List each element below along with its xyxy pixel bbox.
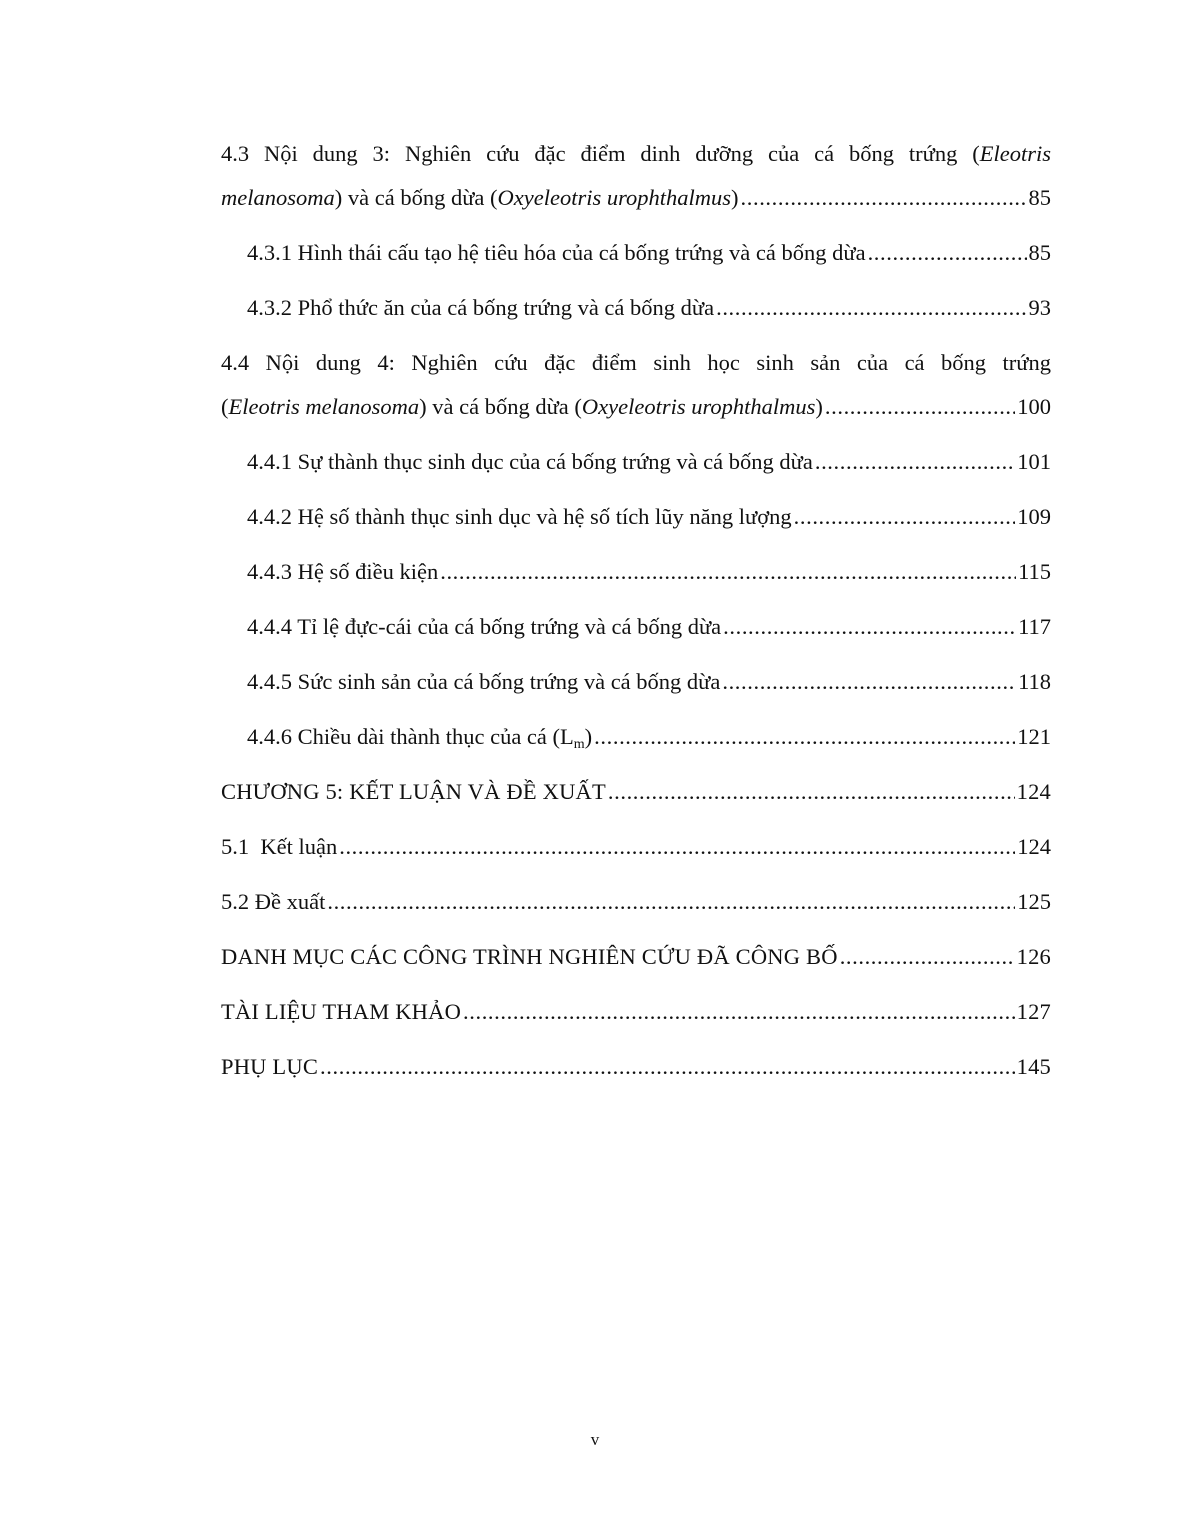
dot-leader [320,1047,1015,1087]
toc-entry-5-1[interactable] [221,827,1051,882]
dot-leader [825,387,1015,427]
dot-leader [722,662,1016,702]
toc-entry-4-3-1[interactable] [221,233,1051,288]
dot-leader [840,937,1015,977]
toc-entry-4-4-mid: ) và cá bống dừa ( [419,394,582,419]
toc-entry-4-4-line1 [221,343,1051,387]
toc-entry-publications[interactable] [221,937,1051,992]
toc-entry-title: DANH MỤC CÁC CÔNG TRÌNH NGHIÊN CỨU ĐÃ CÔNG BỐ [221,944,838,969]
toc-entry-4-4-species-a: Eleotris melanosoma [228,394,420,419]
toc-page-number: 121 [1017,724,1051,749]
toc-page-number: 93 [1028,295,1051,320]
toc-entry-title: 4.3.2 Phổ thức ăn của cá bống trứng và cá bống dừa [247,295,715,320]
toc-entry-4-4-2[interactable] [221,497,1051,552]
toc-page-number: 127 [1016,999,1051,1024]
dot-leader [327,882,1015,922]
toc-page-number: 115 [1018,559,1051,584]
toc-entry-4-4-6-lead: 4.4.6 Chiều dài thành thục của cá (L [247,724,574,749]
toc-entry-4-4-species-b: Oxyeleotris urophthalmus [581,394,816,419]
toc-page-number: 126 [1016,944,1051,969]
dot-leader [868,233,1027,273]
toc-entry-title: CHƯƠNG 5: KẾT LUẬN VÀ ĐỀ XUẤT [221,779,606,804]
toc-page-number: 145 [1016,1054,1051,1079]
toc-page-number: 118 [1018,669,1051,694]
toc-page-number: 125 [1017,889,1051,914]
toc-entry-4-4-close: ) [815,394,823,419]
toc-entry-chapter-5[interactable] [221,772,1051,827]
toc-entry-5-2[interactable] [221,882,1051,937]
toc-entry-4-4-6[interactable] [221,717,1051,772]
toc-entry-title: 5.2 Đề xuất [221,889,326,914]
toc-entry-title: TÀI LIỆU THAM KHẢO [221,999,462,1024]
dot-leader [608,772,1015,812]
toc-entry-references[interactable] [221,992,1051,1047]
toc-entry-4-3-species-a: melanosoma [221,185,335,210]
dot-leader [594,717,1015,757]
toc-entry-title: 5.1 Kết luận [221,834,338,859]
toc-entry-title: 4.4.3 Hệ số điều kiện [247,559,439,584]
dot-leader [716,288,1026,328]
dot-leader [815,442,1015,482]
dot-leader [723,607,1016,647]
toc-page-number: 100 [1017,394,1051,419]
toc-page-number: 101 [1017,449,1051,474]
toc-entry-4-3-2[interactable] [221,288,1051,343]
toc-entry-4-4-1[interactable] [221,442,1051,497]
toc-page-number: 124 [1017,834,1051,859]
dot-leader [440,552,1016,592]
toc-entry-4-4-6-subscript: m [573,737,585,752]
page-number-footer: v [590,1430,600,1449]
toc-entry-appendix[interactable] [221,1047,1051,1102]
dot-leader [339,827,1015,867]
toc-page-number: 124 [1016,779,1051,804]
toc-entry-4-3-line1 [221,134,1051,178]
dot-leader [741,178,1027,218]
toc-entry-4-4-line2 [221,387,1051,442]
toc-entry-4-4-6-close: ) [584,724,593,749]
toc-entry-4-4-3[interactable] [221,552,1051,607]
toc-entry-title: 4.3.1 Hình thái cấu tạo hệ tiêu hóa của cá bống trứng và cá bống dừa [247,240,866,265]
toc-entry-4-4-lead: 4.4 Nội dung 4: Nghiên cứu đặc điểm sinh học sinh sản của cá bống trứng [221,350,1051,375]
toc-entry-title: 4.4.4 Tỉ lệ đực-cái của cá bống trứng và cá bống dừa [247,614,722,639]
toc-entry-4-3-mid: ) và cá bống dừa ( [334,185,498,210]
toc-page-number: 85 [1028,185,1051,210]
toc-entry-4-4[interactable] [221,343,1051,442]
toc-entry-4-3-lead: 4.3 Nội dung 3: Nghiên cứu đặc điểm dinh dưỡng của cá bống trứng ( [221,141,980,166]
toc-entry-4-4-5[interactable] [221,662,1051,717]
toc-entry-title: 4.4.2 Hệ số thành thục sinh dục và hệ số tích lũy năng lượng [247,504,792,529]
dot-leader [794,497,1016,537]
toc-entry-title: PHỤ LỤC [221,1054,319,1079]
toc-entry-4-3-species-b: Oxyeleotris urophthalmus [497,185,732,210]
table-of-contents [221,134,1051,1102]
toc-entry-4-4-4[interactable] [221,607,1051,662]
toc-entry-4-3-genus: Eleotris [979,141,1051,166]
dot-leader [463,992,1015,1032]
toc-entry-4-4-open: ( [221,394,229,419]
toc-entry-title: 4.4.5 Sức sinh sản của cá bống trứng và cá bống dừa [247,669,721,694]
toc-page-number: 117 [1018,614,1051,639]
toc-entry-4-4-text2 [221,387,823,427]
toc-entry-title [247,717,592,757]
toc-entry-4-3-text2 [221,178,739,218]
toc-entry-title: 4.4.1 Sự thành thục sinh dục của cá bống trứng và cá bống dừa [247,449,813,474]
toc-entry-4-3[interactable] [221,134,1051,233]
toc-entry-4-3-close: ) [731,185,739,210]
toc-entry-4-3-line2 [221,178,1051,233]
toc-page-number: 85 [1028,240,1051,265]
toc-page-number: 109 [1017,504,1051,529]
